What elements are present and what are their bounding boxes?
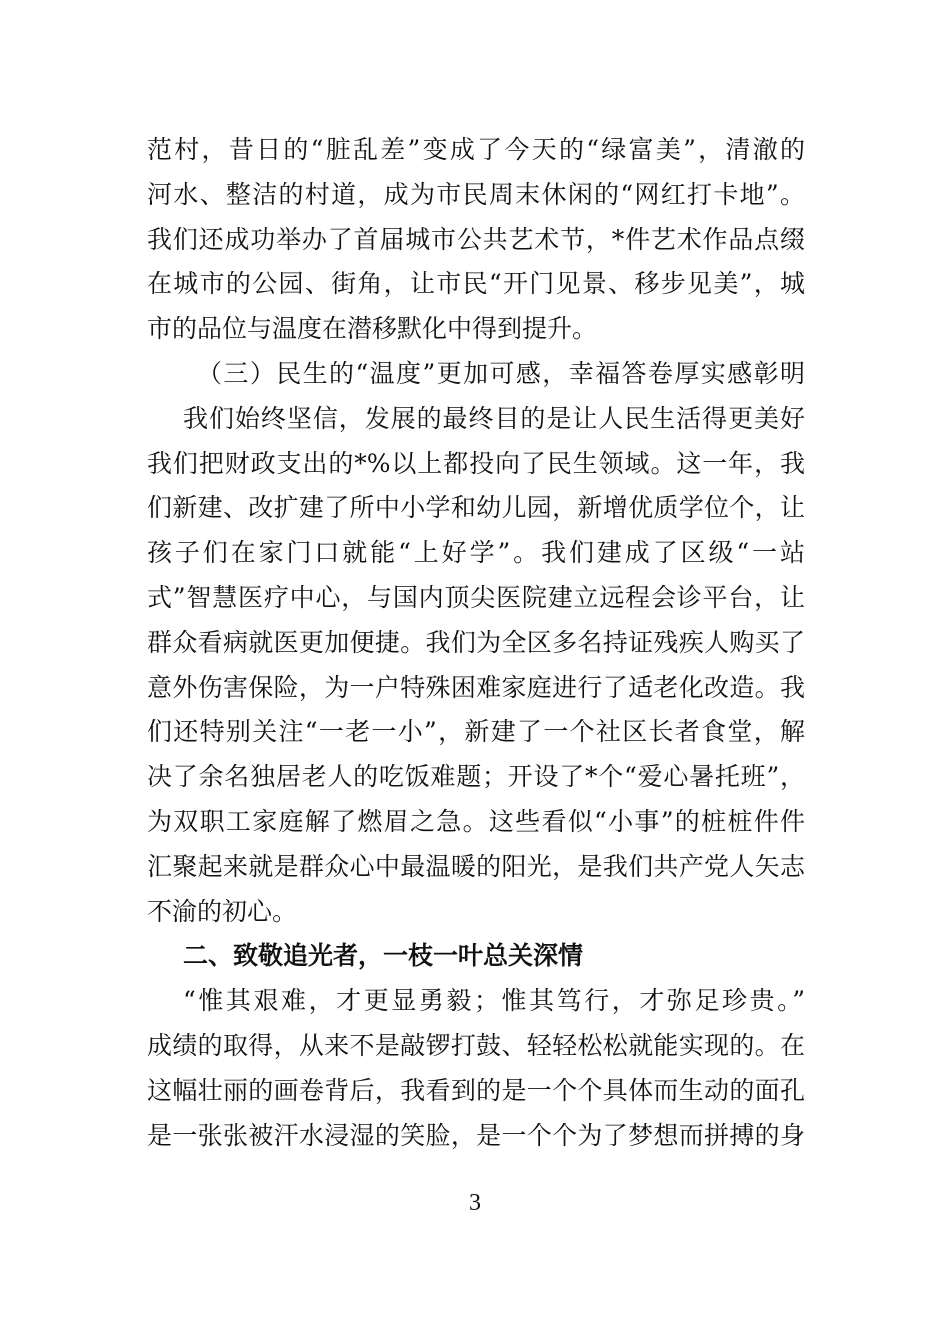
text-line: 们还特别关注“一老一小”，新建了一个社区长者食堂，解 xyxy=(147,717,805,747)
text-line: 我们还成功举办了首届城市公共艺术节，*件艺术作品点缀 xyxy=(147,224,805,254)
text-line: “惟其艰难，才更显勇毅；惟其笃行，才弥足珍贵。” xyxy=(183,986,805,1016)
text-line: 我们始终坚信，发展的最终目的是让人民生活得更美好 xyxy=(183,403,805,433)
text-line: 市的品位与温度在潜移默化中得到提升。 xyxy=(147,314,598,344)
text-line: 范村，昔日的“脏乱差”变成了今天的“绿富美”，清澈的 xyxy=(147,135,805,164)
text-line: 不渝的初心。 xyxy=(147,896,298,926)
text-line: 汇聚起来就是群众心中最温暖的阳光，是我们共产党人矢志 xyxy=(147,851,805,881)
text-line: 在城市的公园、街角，让市民“开门见景、移步见美”，城 xyxy=(147,269,805,299)
text-line: 我们把财政支出的*%以上都投向了民生领域。这一年，我 xyxy=(147,448,805,478)
section-heading: 二、致敬追光者，一枝一叶总关深情 xyxy=(183,941,584,971)
text-line: 孩子们在家门口就能“上好学”。我们建成了区级“一站 xyxy=(147,538,805,568)
text-line: 们新建、改扩建了所中小学和幼儿园，新增优质学位个，让 xyxy=(147,493,805,523)
text-line: 决了余名独居老人的吃饭难题；开设了*个“爱心暑托班”， xyxy=(147,762,805,792)
text-line: 式”智慧医疗中心，与国内顶尖医院建立远程会诊平台，让 xyxy=(147,583,805,612)
text-line: 这幅壮丽的画卷背后，我看到的是一个个具体而生动的面孔 xyxy=(147,1075,805,1105)
text-line: 河水、整洁的村道，成为市民周末休闲的“网红打卡地”。 xyxy=(147,179,805,209)
text-line: 成绩的取得，从来不是敲锣打鼓、轻轻松松就能实现的。在 xyxy=(147,1031,805,1060)
text-line: 群众看病就医更加便捷。我们为全区多名持证残疾人购买了 xyxy=(147,627,805,657)
text-line: 意外伤害保险，为一户特殊困难家庭进行了适老化改造。我 xyxy=(147,672,805,702)
subsection-heading: （三）民生的“温度”更加可感，幸福答卷厚实感彰明 xyxy=(197,359,805,388)
text-line: 是一张张被汗水浸湿的笑脸，是一个个为了梦想而拼搏的身 xyxy=(147,1120,805,1150)
page-number: 3 xyxy=(469,1190,481,1216)
text-line: 为双职工家庭解了燃眉之急。这些看似“小事”的桩桩件件 xyxy=(147,807,805,836)
